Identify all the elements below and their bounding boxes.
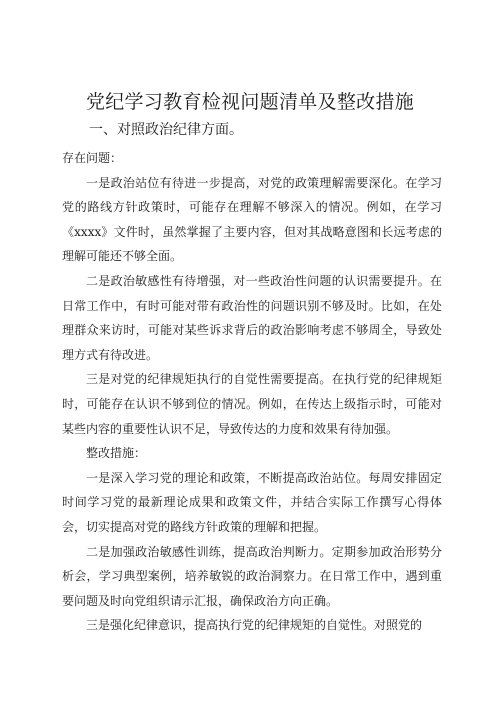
problem-paragraph-3: 三是对党的纪律规矩执行的自觉性需要提高。在执行党的纪律规矩时，可能存在认识不够到位的情况。例如，在传达上级指示时，可能对某些内容的重要性认识不足，导致传达的力度和效果有待加强。 (62, 372, 442, 436)
problem-paragraph-1: 一是政治站位有待进一步提高，对党的政策理解需要深化。在学习党的路线方针政策时，可能存在理解不够深入的情况。例如，在学习《xxxx》文件时，虽然掌握了主要内容，但对其战略意图和长远考虑的理解可能还不够全面。 (62, 175, 442, 264)
measures-label: 整改措施： (86, 446, 147, 461)
section-heading: 一、对照政治纪律方面。 (89, 122, 243, 138)
problems-label: 存在问题： (62, 151, 123, 165)
problem-paragraph-2: 二是政治敏感性有待增强，对一些政治性问题的认识需要提升。在日常工作中，有时可能对带有政治性的问题识别不够及时。比如，在处理群众来访时，可能对某些诉求背后的政治影响考虑不够周全，导致处理方式有待改进。 (62, 273, 442, 362)
measure-paragraph-2: 二是加强政治敏感性训练，提高政治判断力。定期参加政治形势分析会，学习典型案例，培养敏锐的政治洞察力。在日常工作中，遇到重要问题及时向党组织请示汇报，确保政治方向正确。 (62, 544, 442, 608)
measure-paragraph-3: 三是强化纪律意识，提高执行党的纪律规矩的自觉性。对照党的 (86, 618, 423, 633)
document-title: 党纪学习教育检视问题清单及整改措施 (85, 91, 415, 113)
document-body (62, 146, 442, 638)
measure-paragraph-1: 一是深入学习党的理论和政策，不断提高政治站位。每周安排固定时间学习党的最新理论成果和政策文件，并结合实际工作撰写心得体会，切实提高对党的路线方针政策的理解和把握。 (62, 470, 442, 534)
